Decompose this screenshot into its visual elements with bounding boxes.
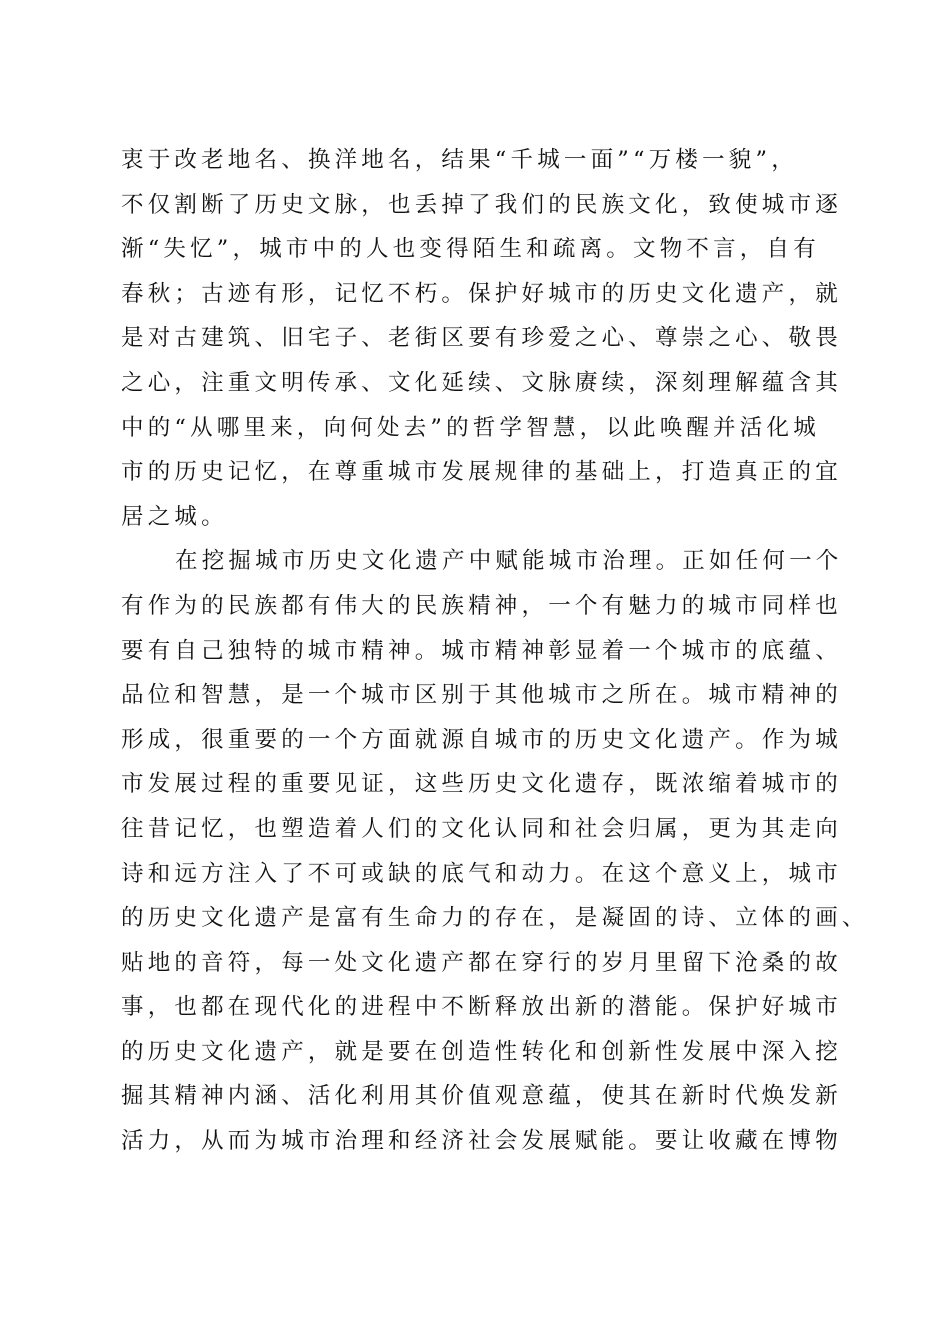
paragraph-line: 贴地的音符，每一处文化遗产都在穿行的岁月里留下沧桑的故 <box>121 949 842 976</box>
paragraph-line: 掘其精神内涵、活化利用其价值观意蕴，使其在新时代焕发新 <box>121 1083 842 1110</box>
paragraph-line: 是对古建筑、旧宅子、老街区要有珍爱之心、尊崇之心、敬畏 <box>121 325 842 352</box>
paragraph-line: 不仅割断了历史文脉，也丢掉了我们的民族文化，致使城市逐 <box>121 191 842 218</box>
paragraph-line: 诗和远方注入了不可或缺的底气和动力。在这个意义上，城市 <box>121 860 842 887</box>
paragraph-2 <box>121 539 869 1163</box>
paragraph-line: 有作为的民族都有伟大的民族精神，一个有魅力的城市同样也 <box>121 592 842 619</box>
paragraph-first-line: 在挖掘城市历史文化遗产中赋能城市治理。正如任何一个 <box>175 548 843 575</box>
paragraph-line: 形成，很重要的一个方面就源自城市的历史文化遗产。作为城 <box>121 726 842 753</box>
paragraph-line: 往昔记忆，也塑造着人们的文化认同和社会归属，更为其走向 <box>121 815 842 842</box>
paragraph-line: 渐“失忆”，城市中的人也变得陌生和疏离。文物不言，自有 <box>121 236 820 263</box>
paragraph-line: 之心，注重文明传承、文化延续、文脉赓续，深刻理解蕴含其 <box>121 369 842 396</box>
paragraph-line: 的历史文化遗产，就是要在创造性转化和创新性发展中深入挖 <box>121 1038 842 1065</box>
paragraph-line: 品位和智慧，是一个城市区别于其他城市之所在。城市精神的 <box>121 682 842 709</box>
paragraph-line: 春秋；古迹有形，记忆不朽。保护好城市的历史文化遗产，就 <box>121 280 842 307</box>
paragraph-line: 的历史文化遗产是富有生命力的存在，是凝固的诗、立体的画、 <box>121 905 869 932</box>
paragraph-line: 市发展过程的重要见证，这些历史文化遗存，既浓缩着城市的 <box>121 771 842 798</box>
paragraph-line: 要有自己独特的城市精神。城市精神彰显着一个城市的底蕴、 <box>121 637 842 664</box>
paragraph-line: 活力，从而为城市治理和经济社会发展赋能。要让收藏在博物 <box>121 1128 842 1155</box>
paragraph-line: 市的历史记忆，在尊重城市发展规律的基础上，打造真正的宜 <box>121 459 842 486</box>
paragraph-line: 事，也都在现代化的进程中不断释放出新的潜能。保护好城市 <box>121 994 842 1021</box>
paragraph-line: 中的“从哪里来，向何处去”的哲学智慧，以此唤醒并活化城 <box>121 414 820 441</box>
body-text <box>121 138 869 1164</box>
paragraph-1 <box>121 138 841 539</box>
paragraph-line: 衷于改老地名、换洋地名，结果“千城一面”“万楼一貌”， <box>121 147 798 173</box>
paragraph-line: 居之城。 <box>121 503 228 530</box>
